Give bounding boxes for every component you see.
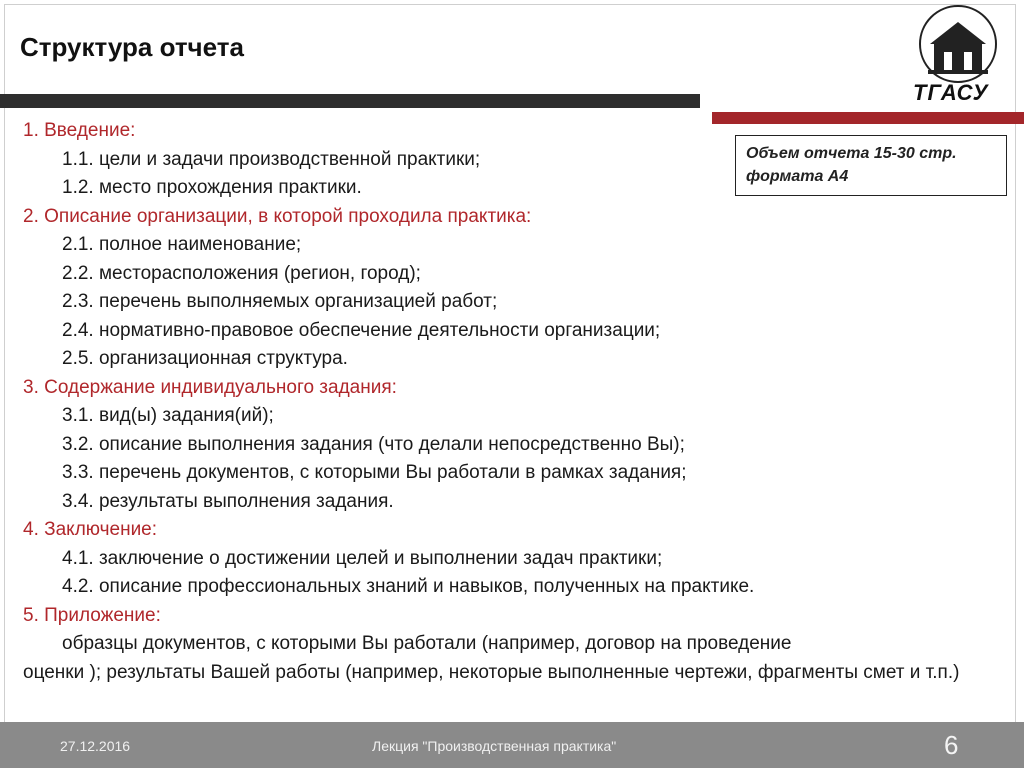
section-heading: 2. Описание организации, в которой проходила практика: [23, 205, 532, 227]
list-item: 3.3. перечень документов, с которыми Вы работали в рамках задания; [62, 462, 687, 483]
list-item: 2.3. перечень выполняемых организацией работ; [62, 291, 498, 312]
list-item: 1.1. цели и задачи производственной практики; [62, 148, 481, 170]
list-item: 2.1. полное наименование; [62, 234, 302, 255]
logo-window-right [964, 52, 972, 70]
list-item: 2.5. организационная структура. [62, 348, 348, 369]
logo-building [934, 44, 982, 70]
logo-roof [930, 22, 986, 44]
footer-date: 27.12.2016 [60, 738, 131, 754]
logo-text: ТГАСУ [913, 80, 989, 105]
footer-lecture-title: Лекция "Производственная практика" [372, 738, 617, 754]
title-underline-bar [0, 94, 700, 108]
page-number: 6 [944, 730, 959, 760]
logo-base [928, 70, 988, 74]
section-heading: 1. Введение: [23, 120, 136, 141]
list-item: 2.4. нормативно-правовое обеспечение деятельности организации; [62, 319, 661, 341]
list-item: 3.1. вид(ы) задания(ий); [62, 405, 274, 426]
list-item: 2.2. месторасположения (регион, город); [62, 262, 421, 284]
list-item: 3.2. описание выполнения задания (что делали непосредственно Вы); [62, 433, 685, 455]
report-structure-list [23, 117, 1003, 687]
list-item: 4.1. заключение о достижении целей и выполнении задач практики; [62, 547, 663, 569]
logo-window-left [944, 52, 952, 70]
appendix-paragraph-continuation: оценки ); результаты Вашей работы (например, некоторые выполненные чертежи, фрагменты смет и т.п.) [23, 661, 960, 683]
appendix-paragraph-first-line: образцы документов, с которыми Вы работали (например, договор на проведение [62, 633, 792, 654]
list-item: 4.2. описание профессиональных знаний и навыков, полученных на практике. [62, 576, 755, 597]
slide-title: Структура отчета [20, 32, 244, 62]
section-heading: 5. Приложение: [23, 604, 161, 626]
note-line: формата А4 [746, 168, 849, 185]
list-item: 1.2. место прохождения практики. [62, 177, 362, 198]
section-heading: 3. Содержание индивидуального задания: [23, 376, 397, 398]
note-line: Объем отчета 15-30 стр. [746, 145, 957, 162]
list-item: 3.4. результаты выполнения задания. [62, 490, 394, 512]
section-heading: 4. Заключение: [23, 519, 158, 540]
